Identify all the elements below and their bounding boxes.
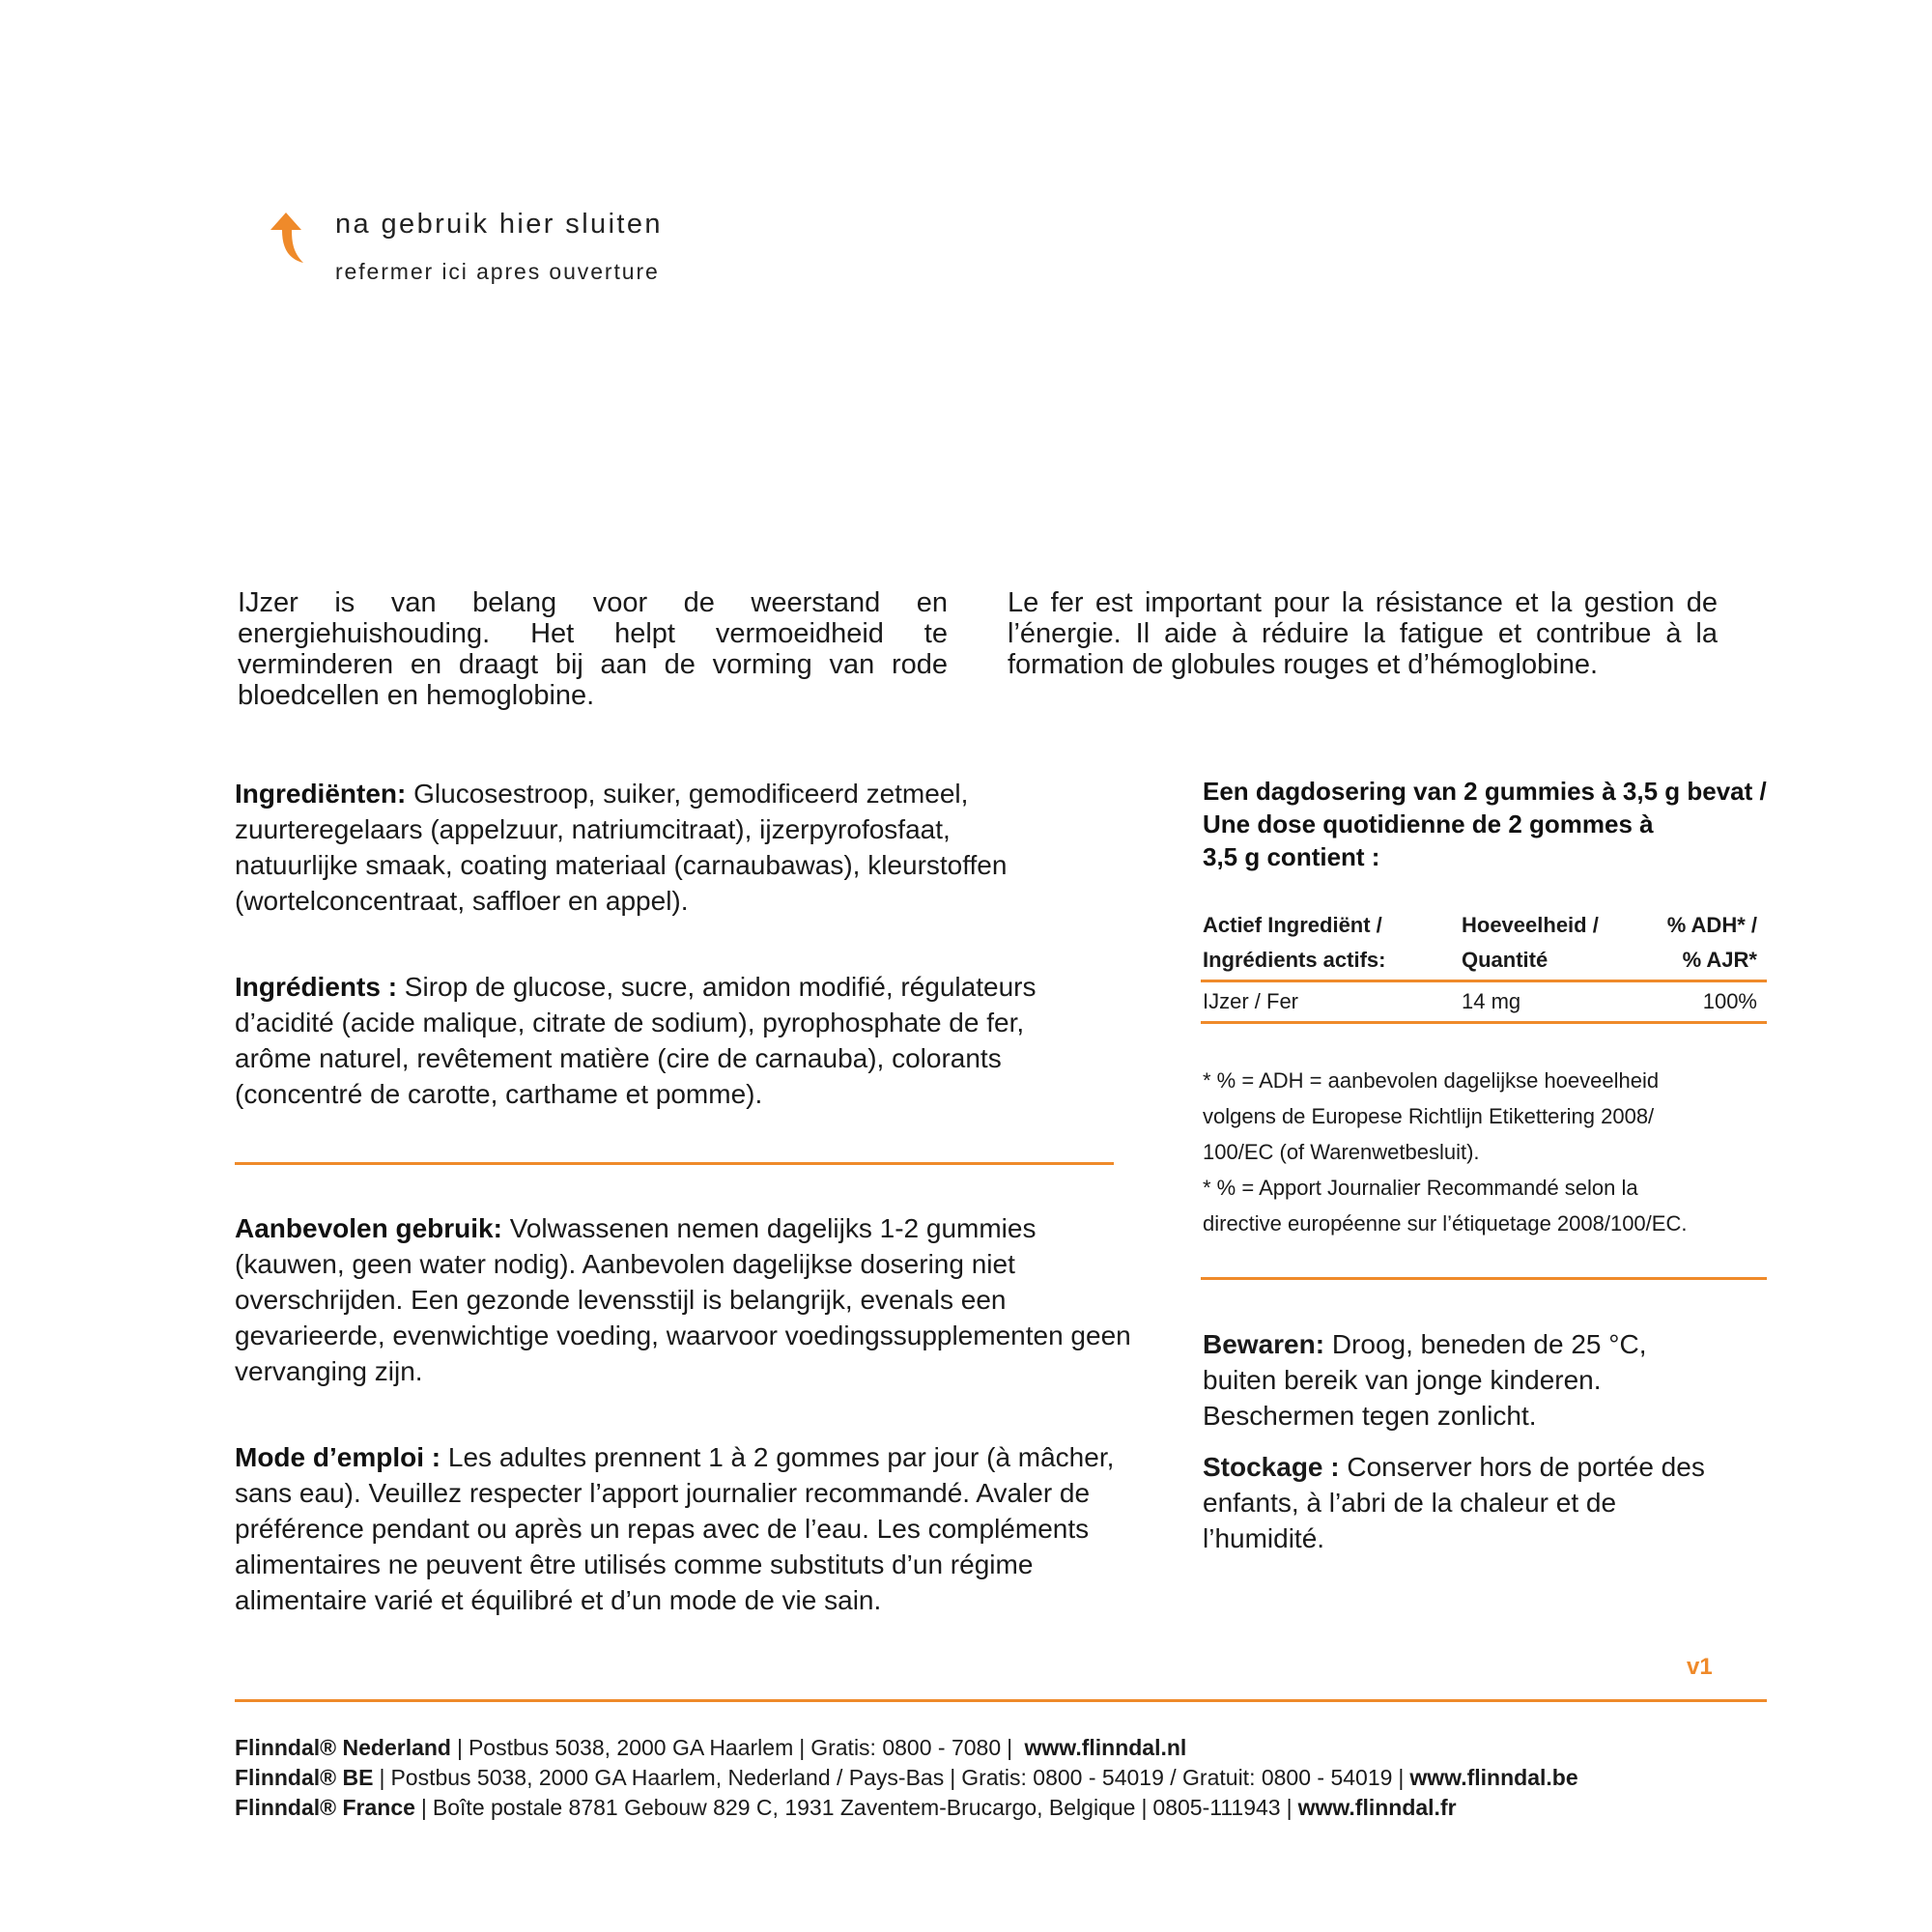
footer-brand-be: Flinndal® BE (235, 1765, 374, 1790)
cell-ingredient: IJzer / Fer (1203, 989, 1299, 1013)
usage-fr (235, 1439, 1133, 1618)
cell-percentage: 100% (1702, 989, 1757, 1013)
storage-fr-text: Conserver hors de portée des enfants, à l’abri de la chaleur et de l’humidité. (1203, 1452, 1705, 1553)
footer-address-be: Postbus 5038, 2000 GA Haarlem, Nederland / Pays-Bas (390, 1765, 945, 1790)
cell-amount: 14 mg (1462, 989, 1521, 1013)
dose-heading-line3: 3,5 g contient : (1203, 842, 1380, 871)
usage-nl (235, 1210, 1133, 1389)
dose-heading-line1: Een dagdosering van 2 gummies à 3,5 g bevat / (1203, 777, 1767, 806)
divider-right (1201, 1277, 1767, 1280)
ingredients-nl-label: Ingrediënten: (235, 779, 407, 809)
storage-fr-label: Stockage : (1203, 1452, 1340, 1482)
footer-line-be: Flinndal® BE | Postbus 5038, 2000 GA Haarlem, Nederland / Pays-Bas | Gratis: 0800 - 54019 / Gratuit: 0800 - 54019 | www.flinndal.be (235, 1765, 1578, 1790)
footer (235, 1733, 1780, 1823)
intro-text-nl: IJzer is van belang voor de weerstand en energiehuishouding. Het helpt vermoeidheid te verminderen en draagt bij aan de vorming van rode bloedcellen en hemoglobine. (238, 587, 948, 711)
ingredients-fr-text: Sirop de glucose, sucre, amidon modifié, régulateurs d’acidité (acide malique, citrate de sodium), pyrophosphate de fer, arôme naturel, revêtement matière (cire de carnauba), colorants (concentré de carotte, carthame et pomme). (235, 972, 1037, 1109)
footnotes (1203, 1063, 1782, 1241)
footer-brand-nl: Flinndal® Nederland (235, 1735, 451, 1760)
footnote-line: volgens de Europese Richtlijn Etikettering 2008/ (1203, 1104, 1655, 1128)
close-instruction-fr: refermer ici apres ouverture (335, 259, 660, 284)
footer-address-fr: Boîte postale 8781 Gebouw 829 C, 1931 Zaventem-Brucargo, Belgique (432, 1795, 1136, 1820)
curved-arrow-up-icon (267, 211, 305, 265)
footnote-line: 100/EC (of Warenwetbesluit). (1203, 1140, 1480, 1164)
ingredients-fr (235, 969, 1065, 1112)
footer-phone-fr: 0805-111943 (1152, 1795, 1281, 1820)
dose-heading-line2: Une dose quotidienne de 2 gommes à (1203, 810, 1654, 838)
divider-left (235, 1162, 1114, 1165)
table-row (1201, 982, 1767, 1024)
footer-address-nl: Postbus 5038, 2000 GA Haarlem (468, 1735, 794, 1760)
usage-fr-text: Les adultes prennent 1 à 2 gommes par jour (à mâcher, sans eau). Veuillez respecter l’apport journalier recommandé. Avaler de préférence pendant ou après un repas avec de l’eau. Les compléments alimentaires ne peuvent être utilisés comme substituts d’un régime alimentaire varié et équilibré et d’un mode de vie sain. (235, 1442, 1115, 1615)
footer-line-nl: Flinndal® Nederland | Postbus 5038, 2000 GA Haarlem | Gratis: 0800 - 7080 | www.flinndal.nl (235, 1735, 1187, 1760)
usage-nl-text: Volwassenen nemen dagelijks 1-2 gummies (kauwen, geen water nodig). Aanbevolen dagelijkse dosering niet overschrijden. Een gezonde levensstijl is belangrijk, evenals een gevarieerde, evenwichtige voeding, waarvoor voedingssupplementen geen vervanging zijn. (235, 1213, 1131, 1386)
header-quantity: Hoeveelheid / Quantité (1462, 913, 1599, 972)
ingredients-nl-text: Glucosestroop, suiker, gemodificeerd zetmeel, zuurteregelaars (appelzuur, natriumcitraat), ijzerpyrofosfaat, natuurlijke smaak, coating materiaal (carnaubawas), kleurstoffen (wortelconcentraat, saffloer en appel). (235, 779, 1008, 916)
nutrition-table-header (1201, 908, 1767, 982)
footer-website-link-fr[interactable]: www.flinndal.fr (1297, 1795, 1457, 1820)
intro-text-fr: Le fer est important pour la résistance et la gestion de l’énergie. Il aide à réduire la fatigue et contribue à la formation de globules rouges et d’hémoglobine. (1008, 587, 1718, 680)
storage-nl-text: Droog, beneden de 25 °C, buiten bereik van jonge kinderen. Beschermen tegen zonlicht. (1203, 1329, 1647, 1431)
footer-line-fr: Flinndal® France | Boîte postale 8781 Gebouw 829 C, 1931 Zaventem-Brucargo, Belgique | 0805-111943 | www.flinndal.fr (235, 1795, 1457, 1820)
footer-phone-be: Gratis: 0800 - 54019 / Gratuit: 0800 - 54019 (961, 1765, 1393, 1790)
header-ingredient: Actief Ingrediënt / Ingrédients actifs: (1203, 913, 1386, 972)
usage-nl-label: Aanbevolen gebruik: (235, 1213, 502, 1243)
usage-fr-label: Mode d’emploi : (235, 1442, 441, 1472)
storage-nl-label: Bewaren: (1203, 1329, 1325, 1359)
storage-nl (1203, 1326, 1705, 1434)
ingredients-nl (235, 776, 1065, 919)
header-percentage: % ADH* / % AJR* (1666, 913, 1757, 972)
footer-website-link-be[interactable]: www.flinndal.be (1409, 1765, 1578, 1790)
footnote-line: * % = Apport Journalier Recommandé selon la (1203, 1176, 1638, 1200)
footer-phone-nl: Gratis: 0800 - 7080 (810, 1735, 1002, 1760)
close-instruction-nl: na gebruik hier sluiten (335, 209, 663, 240)
divider-footer (235, 1699, 1767, 1702)
footer-brand-fr: Flinndal® France (235, 1795, 415, 1820)
nutrition-table (1201, 908, 1767, 1024)
ingredients-fr-label: Ingrédients : (235, 972, 398, 1002)
footer-website-link-nl[interactable]: www.flinndal.nl (1024, 1735, 1187, 1760)
storage-fr (1203, 1449, 1705, 1556)
footnote-line: * % = ADH = aanbevolen dagelijkse hoeveelheid (1203, 1068, 1660, 1093)
footnote-line: directive européenne sur l’étiquetage 2008/100/EC. (1203, 1211, 1688, 1236)
dose-heading (1203, 775, 1782, 873)
version-label: v1 (1687, 1654, 1713, 1680)
